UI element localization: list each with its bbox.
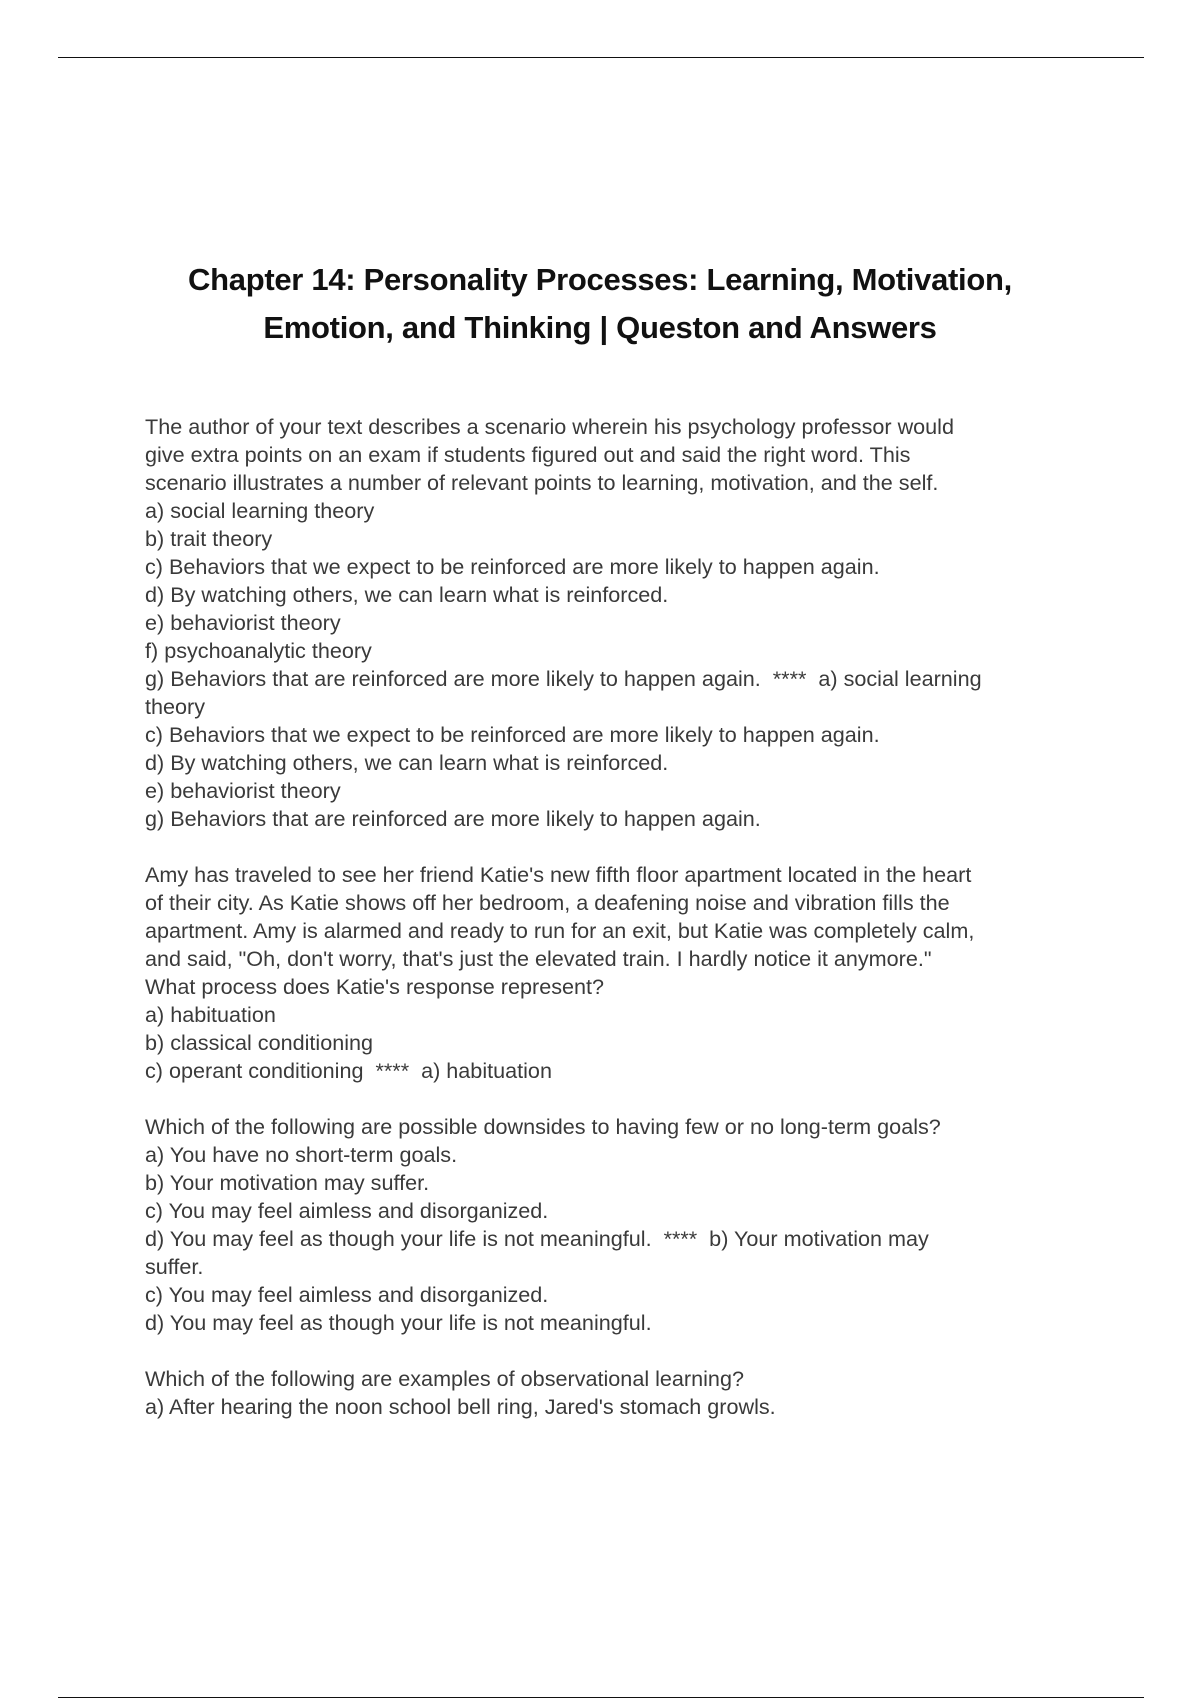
option-line: e) behaviorist theory <box>145 610 341 635</box>
question-block-4 <box>145 1365 1085 1421</box>
answer-line: suffer. <box>145 1254 204 1279</box>
answer-line: d) By watching others, we can learn what is reinforced. <box>145 750 669 775</box>
answer-line: c) Behaviors that we expect to be reinforced are more likely to happen again. <box>145 722 880 747</box>
option-answer-line: d) You may feel as though your life is not meaningful. **** b) Your motivation may <box>145 1226 929 1251</box>
answer-line: d) You may feel as though your life is not meaningful. <box>145 1310 652 1335</box>
question-block-1 <box>145 413 1085 833</box>
text-line: apartment. Amy is alarmed and ready to run for an exit, but Katie was completely calm, <box>145 918 975 943</box>
text-line: and said, "Oh, don't worry, that's just the elevated train. I hardly notice it anymore." <box>145 946 932 971</box>
top-rule <box>58 57 1144 58</box>
option-answer-line: c) operant conditioning **** a) habituation <box>145 1058 552 1083</box>
option-line: c) Behaviors that we expect to be reinforced are more likely to happen again. <box>145 554 880 579</box>
document-body <box>145 413 1085 1449</box>
text-line: Amy has traveled to see her friend Katie's new fifth floor apartment located in the heart <box>145 862 972 887</box>
title-line-2: Emotion, and Thinking | Queston and Answers <box>263 309 937 345</box>
answer-line: e) behaviorist theory <box>145 778 341 803</box>
answer-line: c) You may feel aimless and disorganized. <box>145 1282 549 1307</box>
question-block-2 <box>145 861 1085 1085</box>
option-answer-line: g) Behaviors that are reinforced are more likely to happen again. **** a) social learning <box>145 666 982 691</box>
answer-line: g) Behaviors that are reinforced are more likely to happen again. <box>145 806 761 831</box>
option-line: b) trait theory <box>145 526 273 551</box>
option-line: a) After hearing the noon school bell ring, Jared's stomach growls. <box>145 1394 776 1419</box>
text-line: of their city. As Katie shows off her bedroom, a deafening noise and vibration fills the <box>145 890 950 915</box>
option-line: b) Your motivation may suffer. <box>145 1170 430 1195</box>
option-line: a) social learning theory <box>145 498 375 523</box>
option-line: f) psychoanalytic theory <box>145 638 372 663</box>
bottom-rule <box>58 1697 1144 1698</box>
text-line: scenario illustrates a number of relevant points to learning, motivation, and the self. <box>145 470 939 495</box>
text-line: The author of your text describes a scenario wherein his psychology professor would <box>145 414 954 439</box>
title-line-1: Chapter 14: Personality Processes: Learning, Motivation, <box>188 261 1012 297</box>
option-line: d) By watching others, we can learn what is reinforced. <box>145 582 669 607</box>
option-line: c) You may feel aimless and disorganized. <box>145 1198 549 1223</box>
page-title <box>100 256 1100 352</box>
text-line: Which of the following are possible downsides to having few or no long-term goals? <box>145 1114 941 1139</box>
text-line: What process does Katie's response represent? <box>145 974 605 999</box>
text-line: Which of the following are examples of observational learning? <box>145 1366 744 1391</box>
question-block-3 <box>145 1113 1085 1337</box>
option-line: a) habituation <box>145 1002 276 1027</box>
answer-line: theory <box>145 694 206 719</box>
option-line: b) classical conditioning <box>145 1030 374 1055</box>
option-line: a) You have no short-term goals. <box>145 1142 458 1167</box>
text-line: give extra points on an exam if students figured out and said the right word. This <box>145 442 911 467</box>
